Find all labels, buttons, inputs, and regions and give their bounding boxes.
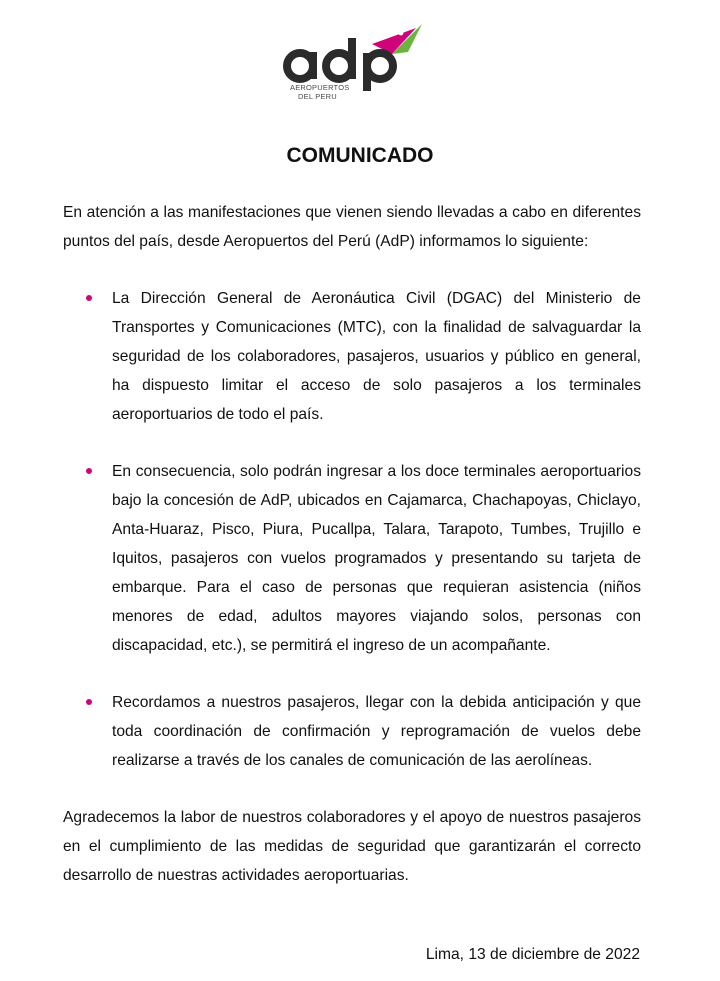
list-item-text: En consecuencia, solo podrán ingresar a los doce terminales aeroportuarios bajo la concesión de AdP, ubicados en Cajamarca, Chachapoyas, Chiclayo, Anta-Huaraz, Pisco, Piura, Pucallpa, Talara, Tarapoto, Tumbes, Trujillo e Iquitos, pasajeros con vuelos programados y presentando su tarjeta de embarque. Para el caso de personas que requieran asistencia (niños menores de edad, adultos mayores viajando solos, personas con discapacidad, etc.), se permitirá el ingreso de un acompañante. bbox=[112, 463, 641, 654]
page-title: COMUNICADO bbox=[286, 144, 434, 167]
logo-subtitle-line2: DEL PERU bbox=[298, 92, 337, 101]
bullet-list bbox=[63, 284, 641, 775]
document-body bbox=[63, 198, 641, 890]
bullet-icon bbox=[86, 699, 92, 705]
list-item-text: La Dirección General de Aeronáutica Civil (DGAC) del Ministerio de Transportes y Comunicaciones (MTC), con la finalidad de salvaguardar la seguridad de los colaboradores, pasajeros, usuarios y público en general, ha dispuesto limitar el acceso de solo pasajeros a los terminales aeroportuarios de todo el país. bbox=[112, 290, 641, 423]
document-date: Lima, 13 de diciembre de 2022 bbox=[425, 946, 640, 963]
bullet-icon bbox=[86, 295, 92, 301]
list-item-text: Recordamos a nuestros pasajeros, llegar con la debida anticipación y que toda coordinación de confirmación y reprogramación de vuelos debe realizarse a través de los canales de comunicación de las aerolíneas. bbox=[112, 694, 641, 769]
adp-logo bbox=[280, 22, 430, 104]
logo-eye bbox=[399, 31, 404, 36]
list-item bbox=[63, 284, 641, 429]
closing-paragraph: Agradecemos la labor de nuestros colaboradores y el apoyo de nuestros pasajeros en el cumplimiento de las medidas de seguridad que garantizarán el correcto desarrollo de nuestras actividades aeroportuarias. bbox=[63, 809, 641, 884]
list-item bbox=[63, 457, 641, 660]
list-item bbox=[63, 688, 641, 775]
logo-subtitle-line1: AEROPUERTOS bbox=[290, 83, 350, 92]
bullet-icon bbox=[86, 468, 92, 474]
intro-paragraph: En atención a las manifestaciones que vienen siendo llevadas a cabo en diferentes puntos del país, desde Aeropuertos del Perú (AdP) informamos lo siguiente: bbox=[63, 204, 641, 250]
